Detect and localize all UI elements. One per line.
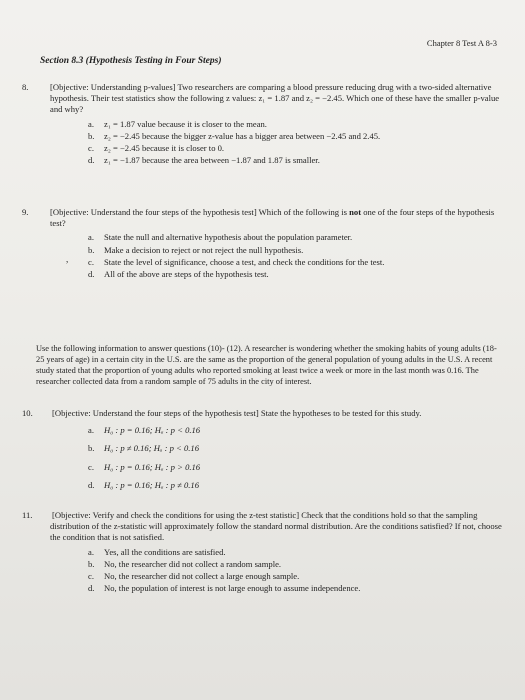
question-number: 9.: [22, 207, 29, 217]
question-stem: 9. [Objective: Understand the four steps of the hypothesis test] Which of the following is not one of the four steps of the hypothesis test?: [22, 207, 495, 229]
question-stem: 10. [Objective: Understand the four steps of the hypothesis test] State the hypotheses to be tested for this study.: [22, 408, 422, 418]
section-title: Section 8.3 (Hypothesis Testing in Four Steps): [40, 56, 222, 66]
answer-option-d[interactable]: d. All of the above are steps of the hypothesis test.: [88, 269, 269, 280]
question-9: [22, 207, 503, 281]
question-11: [22, 510, 503, 595]
question-text: [Objective: Understanding p-values] Two researchers are comparing a blood pressure reducing drug with a two-sided alternative hypothesis. Their test statistics show the following z values: z₁ = 1.87 and z₂ = −2.45. Which one of these have the smaller p-value and why?: [50, 82, 500, 115]
answer-option-a[interactable]: a. z₁ = 1.87 value because it is closer to the mean.: [88, 118, 267, 129]
answer-option-a[interactable]: a. H₀ : p = 0.16; Hₐ : p < 0.16: [88, 425, 201, 436]
answer-option-a[interactable]: a. Yes, all the conditions are satisfied.: [88, 546, 226, 557]
answer-option-d[interactable]: d. H₀ : p = 0.16; Hₐ : p ≠ 0.16: [88, 479, 200, 490]
answer-option-d[interactable]: d. No, the population of interest is not large enough to assume independence.: [88, 583, 361, 594]
page-header: Chapter 8 Test A 8-3: [426, 38, 497, 48]
answer-options: [36, 119, 503, 167]
answer-option-c[interactable]: c. State the level of significance, choose a test, and check the conditions for the test.: [88, 256, 385, 267]
answer-option-c[interactable]: c. z₂ = −2.45 because it is closer to 0.: [88, 143, 225, 154]
question-8: [22, 82, 503, 167]
question-stem: [22, 82, 503, 116]
answer-option-b[interactable]: b. H₀ : p ≠ 0.16; Hₐ : p < 0.16: [88, 443, 200, 454]
answer-option-b[interactable]: b. z₂ = −2.45 because the bigger z-value has a bigger area between −2.45 and 2.45.: [88, 130, 381, 141]
question-10: [22, 408, 503, 492]
answer-options: [36, 232, 503, 280]
pen-mark: ,: [66, 254, 69, 264]
answer-option-a[interactable]: a. State the null and alternative hypothesis about the population parameter.: [88, 232, 353, 243]
answer-option-c[interactable]: c. H₀ : p = 0.16; Hₐ : p > 0.16: [88, 461, 201, 472]
question-number: 8.: [22, 82, 29, 92]
answer-option-c[interactable]: c. No, the researcher did not collect a large enough sample.: [88, 571, 300, 582]
info-passage: Use the following information to answer questions (10)- (12). A researcher is wondering whether the smoking habits of young adults (18-25 years of age) in a certain city in the U.S. are the same as the proportion of the general population of young adults in the U.S. A recent study stated that the proportion of young adults who reported smoking at least twice a week or more in the last month was 0.16. The researcher collected data from a random sample of 75 adults in the city of interest.: [36, 344, 497, 386]
answer-option-b[interactable]: b. No, the researcher did not collect a random sample.: [88, 558, 282, 569]
question-number: 11.: [22, 510, 33, 520]
emphasis-not: not: [349, 207, 362, 217]
answer-options: [36, 547, 503, 595]
answer-option-b[interactable]: b. Make a decision to reject or not reject the null hypothesis.: [88, 244, 304, 255]
question-number: 10.: [22, 408, 33, 418]
answer-options: [36, 425, 503, 491]
question-stem: 11. [Objective: Verify and check the conditions for using the z-test statistic] Check that the conditions hold so that the sampling distribution of the z-statistic will approximately follow the standard normal distribution. Are the conditions satisfied? If not, choose the condition that is not satisfied.: [22, 510, 502, 543]
answer-option-d[interactable]: d. z₁ = −1.87 because the area between −1.87 and 1.87 is smaller.: [88, 155, 320, 166]
